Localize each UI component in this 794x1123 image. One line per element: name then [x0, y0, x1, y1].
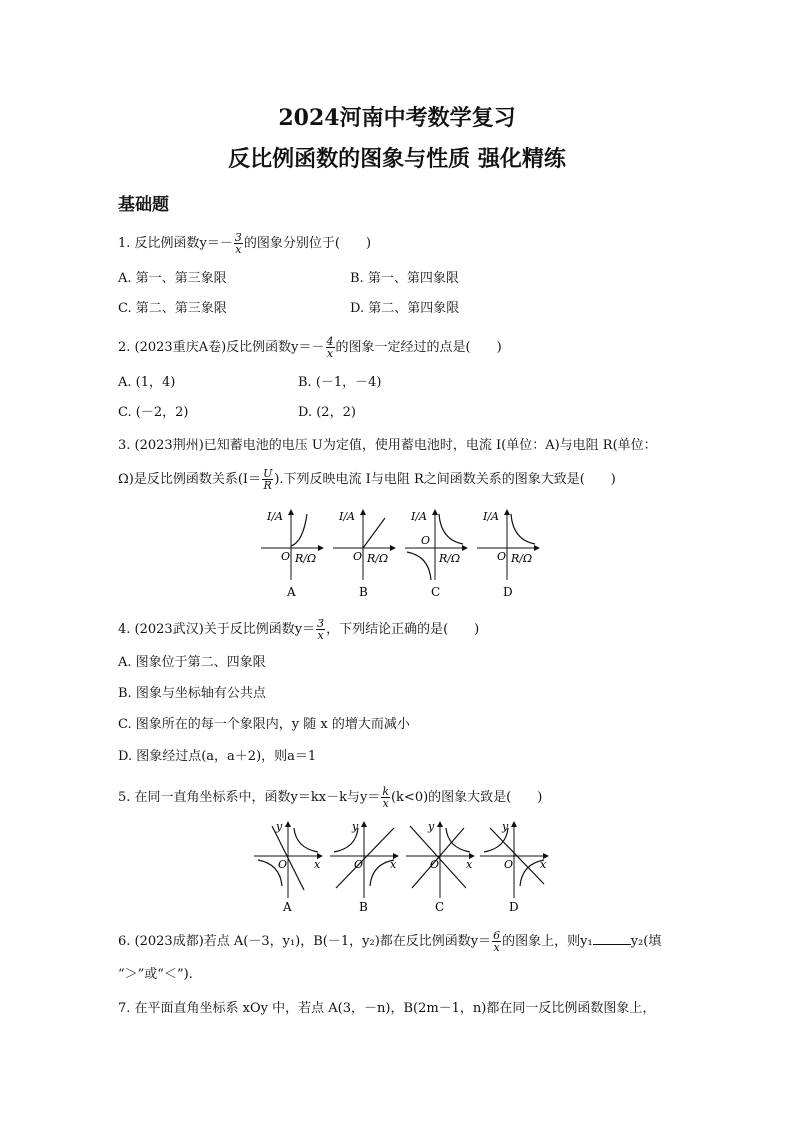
q3-graph-options	[255, 502, 545, 600]
question-4	[118, 618, 479, 641]
document-subtitle: 反比例函数的图象与性质 强化精练	[228, 146, 566, 172]
q5-a-xlabel: x	[314, 858, 321, 871]
q5-b-origin: O	[354, 858, 364, 871]
q2-stem-post: 的图象一定经过的点是( )	[335, 340, 502, 355]
q3-a-xlabel: R/Ω	[295, 552, 317, 565]
q5-fraction	[381, 786, 390, 809]
q5-b-xlabel: x	[390, 858, 397, 871]
q3-c-origin: O	[421, 534, 431, 547]
q5-a-ylabel: y	[276, 820, 283, 833]
q3-b-ylabel: I/A	[339, 510, 355, 523]
q1-frac-num: 3	[234, 231, 242, 244]
q5-graph-a[interactable]	[254, 820, 322, 914]
q5-d-origin: O	[504, 858, 514, 871]
q3-graph-a[interactable]	[261, 510, 323, 599]
q4-frac-den: x	[317, 629, 324, 642]
q4-frac-num: 3	[317, 617, 325, 630]
question-6	[118, 930, 661, 953]
q3-d-origin: O	[497, 550, 507, 563]
q1-option-d[interactable]: D. 第二、第四象限	[350, 301, 460, 316]
q2-option-d[interactable]: D. (2，2)	[298, 405, 356, 420]
q6-stem-pre: 6. (2023成都)若点 A(－3，y₁)，B(－1，y₂)都在反比例函数y＝	[118, 934, 492, 949]
q5-b-letter: B	[359, 900, 368, 914]
question-1	[118, 232, 371, 255]
q2-fraction	[326, 336, 335, 359]
q5-c-xlabel: x	[466, 858, 473, 871]
q5-stem-pre: 5. 在同一直角坐标系中，函数y＝kx－k与y＝	[118, 790, 381, 805]
q3-c-ylabel: I/A	[411, 510, 427, 523]
q4-stem-post: ，下列结论正确的是( )	[326, 622, 480, 637]
q5-b-ylabel: y	[352, 820, 359, 833]
q3-b-xlabel: R/Ω	[367, 552, 389, 565]
q4-stem-pre: 4. (2023武汉)关于反比例函数y＝	[118, 622, 316, 637]
q4-option-a[interactable]: A. 图象位于第二、四象限	[118, 655, 266, 670]
q5-frac-num: k	[382, 785, 389, 798]
q5-graph-c[interactable]	[406, 820, 474, 914]
q3-stem-pre: Ω)是反比例函数关系(I＝	[118, 472, 262, 487]
q4-option-c[interactable]: C. 图象所在的每一个象限内，y 随 x 的增大而减小	[118, 717, 410, 732]
q3-fraction	[262, 468, 273, 491]
question-3-line-1: 3. (2023荆州)已知蓄电池的电压 U为定值，使用蓄电池时，电流 I(单位：A)与电阻 R(单位：	[118, 438, 657, 453]
q2-option-c[interactable]: C. (－2，2)	[118, 405, 189, 420]
q1-option-a[interactable]: A. 第一、第三象限	[118, 271, 227, 286]
q3-b-origin: O	[353, 550, 363, 563]
q5-c-letter: C	[435, 900, 445, 914]
q6-fraction	[492, 930, 501, 953]
q2-stem-pre: 2. (2023重庆A卷)反比例函数y＝－	[118, 340, 325, 355]
q3-d-ylabel: I/A	[483, 510, 499, 523]
question-2	[118, 336, 502, 359]
question-5	[118, 786, 542, 809]
q5-graph-b[interactable]	[330, 820, 398, 914]
q5-c-origin: O	[430, 858, 440, 871]
q6-frac-num: 6	[493, 929, 501, 942]
q5-graph-options	[252, 818, 548, 916]
q3-c-xlabel: R/Ω	[439, 552, 461, 565]
q5-frac-den: x	[382, 797, 389, 810]
q3-graph-c[interactable]	[405, 510, 467, 599]
q3-d-xlabel: R/Ω	[511, 552, 533, 565]
question-6-line-2: “＞”或“＜”).	[118, 967, 193, 982]
q4-option-b[interactable]: B. 图象与坐标轴有公共点	[118, 686, 266, 701]
q2-frac-num: 4	[326, 335, 334, 348]
q2-frac-den: x	[326, 347, 334, 360]
q1-option-c[interactable]: C. 第二、第三象限	[118, 301, 227, 316]
q3-stem-post: ).下列反映电流 I与电阻 R之间函数关系的图象大致是( )	[274, 472, 616, 487]
q6-answer-blank[interactable]	[593, 932, 631, 945]
q4-option-d[interactable]: D. 图象经过点(a，a＋2)，则a＝1	[118, 749, 317, 764]
question-3-line-2	[118, 468, 616, 491]
q5-a-origin: O	[278, 858, 288, 871]
q1-fraction	[234, 232, 243, 255]
q3-b-letter: B	[359, 585, 368, 599]
q3-graph-d[interactable]	[477, 510, 539, 599]
q2-option-b[interactable]: B. (－1，－4)	[298, 375, 382, 390]
q6-frac-den: x	[493, 941, 500, 954]
q1-stem-pre: 1. 反比例函数y＝－	[118, 236, 233, 251]
q5-d-ylabel: y	[502, 820, 509, 833]
section-heading: 基础题	[118, 195, 169, 215]
q3-graph-b[interactable]	[333, 510, 395, 599]
q3-a-ylabel: I/A	[267, 510, 283, 523]
q5-stem-post: (k<0)的图象大致是( )	[390, 790, 543, 805]
q3-c-letter: C	[431, 585, 441, 599]
q3-frac-num: U	[263, 467, 273, 480]
q1-stem-post: 的图象分别位于( )	[243, 236, 372, 251]
q3-a-origin: O	[281, 550, 291, 563]
q5-graph-d[interactable]	[480, 820, 548, 914]
document-title: 2024河南中考数学复习	[278, 105, 516, 131]
q5-c-ylabel: y	[428, 820, 435, 833]
q6-stem-mid: 的图象上，则y₁	[502, 934, 593, 949]
q1-option-b[interactable]: B. 第一、第四象限	[350, 271, 459, 286]
question-7-line-1: 7. 在平面直角坐标系 xOy 中，若点 A(3，－n)，B(2m－1，n)都在同一反比例函数图象上，	[118, 1001, 656, 1016]
q3-d-letter: D	[503, 585, 513, 599]
q3-frac-den: R	[263, 479, 272, 492]
q4-fraction	[316, 618, 325, 641]
q6-stem-post: y₂(填	[630, 934, 662, 949]
q5-d-letter: D	[509, 900, 519, 914]
q1-frac-den: x	[235, 243, 242, 256]
q5-d-xlabel: x	[540, 858, 547, 871]
q2-option-a[interactable]: A. (1，4)	[118, 375, 176, 390]
q5-a-letter: A	[283, 900, 292, 914]
q3-a-letter: A	[287, 585, 296, 599]
